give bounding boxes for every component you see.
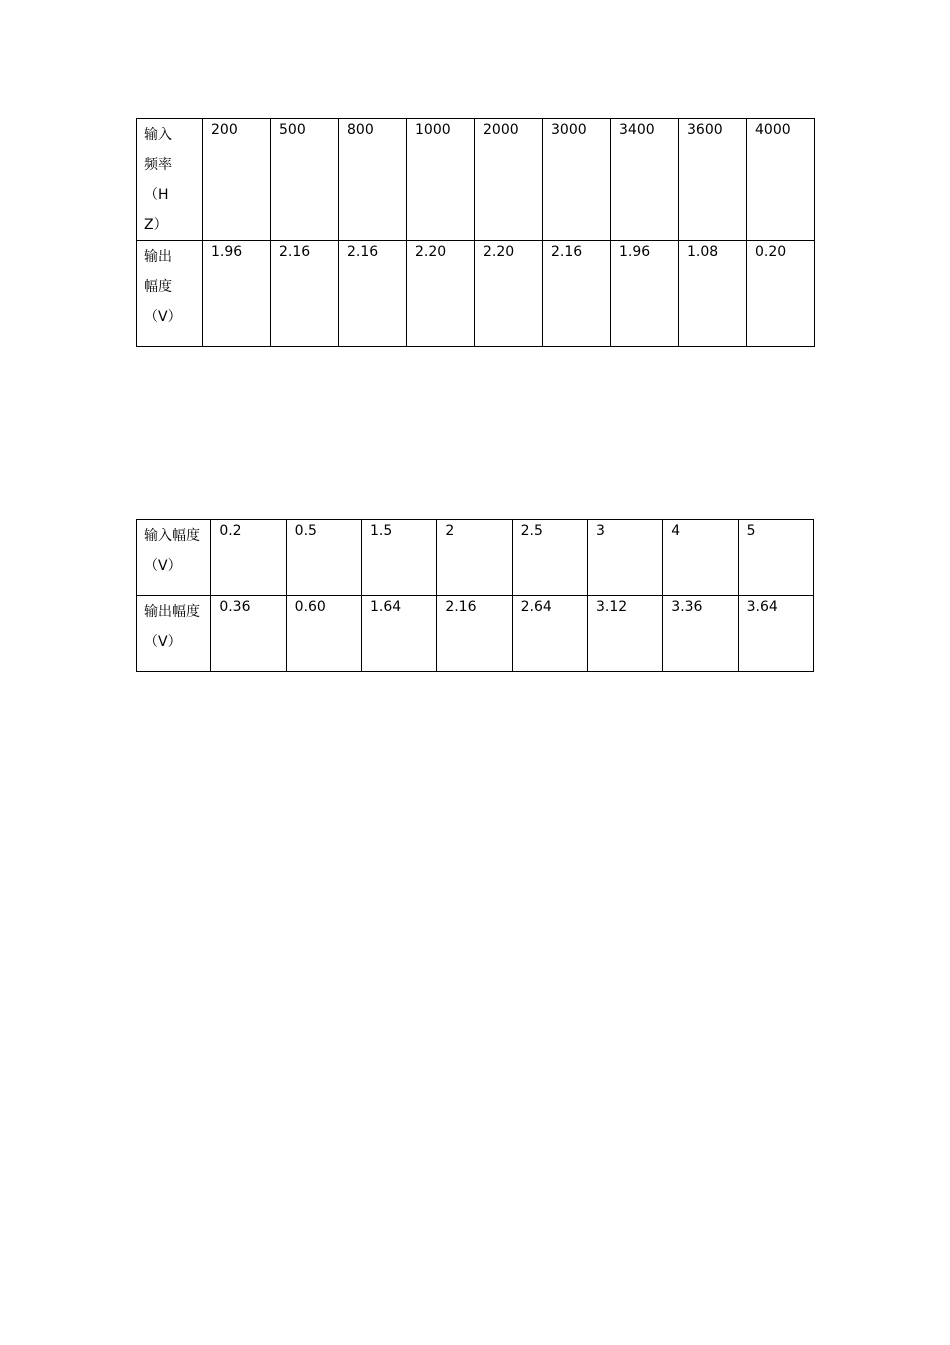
table-cell: 2.20 [407,241,475,347]
table-cell: 2.5 [512,520,587,596]
table-cell: 1.96 [611,241,679,347]
table-cell: 800 [339,119,407,241]
table-cell: 0.2 [211,520,286,596]
table-cell: 2.16 [339,241,407,347]
table-cell: 4000 [747,119,815,241]
table-cell: 2 [437,520,512,596]
table-row-input-amplitude [137,520,814,596]
table-cell: 3400 [611,119,679,241]
table-cell: 3.36 [663,596,738,672]
table-cell: 3000 [543,119,611,241]
table-cell: 2.64 [512,596,587,672]
table-cell: 200 [203,119,271,241]
table-cell: 0.60 [286,596,361,672]
row-header-output-amplitude: 输出幅度（V） [137,596,211,672]
row-header-output-amplitude: 输出幅度（V） [137,241,203,347]
table-cell: 0.36 [211,596,286,672]
row-header-input-amplitude: 输入幅度（V） [137,520,211,596]
table-cell: 3.12 [587,596,662,672]
table-cell: 2.20 [475,241,543,347]
table-cell: 0.20 [747,241,815,347]
table-cell: 1.5 [361,520,436,596]
table-cell: 2000 [475,119,543,241]
table-row-output-amplitude [137,241,815,347]
table-cell: 1.08 [679,241,747,347]
table-cell: 5 [738,520,813,596]
table-cell: 3.64 [738,596,813,672]
table-cell: 2.16 [271,241,339,347]
table-cell: 500 [271,119,339,241]
table-cell: 1000 [407,119,475,241]
table-cell: 2.16 [543,241,611,347]
table-cell: 1.96 [203,241,271,347]
amplitude-response-table [136,519,814,672]
table-cell: 4 [663,520,738,596]
table-cell: 2.16 [437,596,512,672]
table-row-output-amplitude [137,596,814,672]
table-cell: 1.64 [361,596,436,672]
table-row-input-frequency [137,119,815,241]
table-cell: 3600 [679,119,747,241]
row-header-input-frequency: 输入频率（HZ） [137,119,203,241]
table-cell: 0.5 [286,520,361,596]
frequency-response-table [136,118,815,347]
table-cell: 3 [587,520,662,596]
